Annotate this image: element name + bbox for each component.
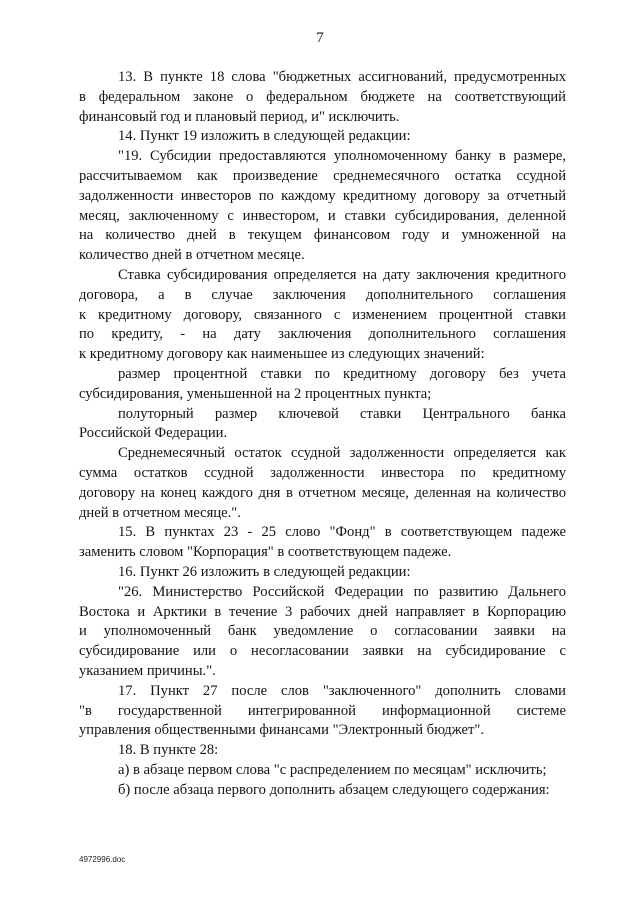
text-line: дней в отчетном месяце.". xyxy=(79,504,241,521)
text-line: 13. В пункте 18 слова "бюджетных ассигнований, предусмотренных xyxy=(118,69,566,85)
paragraph xyxy=(79,761,566,781)
text-line: и уполномоченный банк уведомление о согласовании заявки на xyxy=(79,623,566,640)
paragraph xyxy=(79,365,566,405)
text-line: договора, а в случае заключения дополнительного соглашения xyxy=(79,286,566,303)
text-line: рассчитываемом как произведение среднемесячного остатка ссудной xyxy=(79,167,566,184)
text-line: б) после абзаца первого дополнить абзацем следующего содержания: xyxy=(118,781,550,798)
text-line: 16. Пункт 26 изложить в следующей редакции: xyxy=(118,563,411,580)
text-line: полуторный размер ключевой ставки Центрального банка xyxy=(118,405,566,422)
text-line: договору на конец каждого дня в отчетном месяце, деленная на количество xyxy=(79,484,566,501)
text-line: финансовый год и плановый период, и" исключить. xyxy=(79,108,400,125)
text-line: а) в абзаце первом слова "с распределением по месяцам" исключить; xyxy=(118,761,547,778)
text-line: размер процентной ставки по кредитному договору без учета xyxy=(118,365,566,382)
text-line: управления общественными финансами "Электронный бюджет". xyxy=(79,722,485,739)
text-line: "в государственной интегрированной информационной системе xyxy=(79,702,566,719)
paragraph xyxy=(79,583,566,682)
text-line: к кредитному договору как наименьшее из следующих значений: xyxy=(79,346,485,363)
footer-filename: 4972996.doc xyxy=(79,855,126,864)
paragraph xyxy=(79,68,566,127)
paragraph xyxy=(79,682,566,741)
text-line: по кредиту, - на дату заключения дополнительного соглашения xyxy=(79,326,566,343)
text-line: 17. Пункт 27 после слов "заключенного" дополнить словами xyxy=(118,682,566,699)
text-line: Российской Федерации. xyxy=(79,425,228,442)
text-line: указанием причины.". xyxy=(79,662,216,679)
page-number: 7 xyxy=(316,30,324,46)
paragraph xyxy=(79,127,566,147)
paragraph xyxy=(79,405,566,445)
text-line: к кредитному договору, связанного с изменением процентной ставки xyxy=(79,306,566,323)
text-line: на количество дней в текущем финансовом году и умноженной на xyxy=(79,227,566,244)
text-line: месяц, заключенному с инвестором, и ставки субсидирования, деленной xyxy=(79,207,566,224)
paragraph xyxy=(79,781,566,801)
text-line: сумма остатков ссудной задолженности инвестора по кредитному xyxy=(79,464,566,481)
text-line: 14. Пункт 19 изложить в следующей редакции: xyxy=(118,128,411,145)
text-line: субсидирования, уменьшенной на 2 процентных пункта; xyxy=(79,385,432,402)
paragraph xyxy=(79,266,566,365)
text-line: субсидирование или о несогласовании заявки на субсидирование с xyxy=(79,643,566,660)
text-line: заменить словом "Корпорация" в соответствующем падеже. xyxy=(79,544,452,561)
paragraph xyxy=(79,741,566,761)
document-body xyxy=(79,68,566,800)
text-line: задолженности инвесторов по каждому кредитному договору за отчетный xyxy=(79,187,566,204)
paragraph xyxy=(79,563,566,583)
text-line: Среднемесячный остаток ссудной задолженности определяется как xyxy=(118,445,566,462)
text-line: в федеральном законе о федеральном бюджете на соответствующий xyxy=(79,88,566,105)
text-line: "26. Министерство Российской Федерации по развитию Дальнего xyxy=(118,583,566,600)
text-line: Ставка субсидирования определяется на дату заключения кредитного xyxy=(118,266,566,283)
text-line: Востока и Арктики в течение 3 рабочих дней направляет в Корпорацию xyxy=(79,603,566,620)
paragraph xyxy=(79,523,566,563)
text-line: 18. В пункте 28: xyxy=(118,742,219,759)
text-line: "19. Субсидии предоставляются уполномоченному банку в размере, xyxy=(118,148,566,165)
text-line: количество дней в отчетном месяце. xyxy=(79,247,305,264)
text-line: 15. В пунктах 23 - 25 слово "Фонд" в соответствующем падеже xyxy=(118,524,566,541)
paragraph xyxy=(79,147,566,266)
paragraph xyxy=(79,444,566,523)
